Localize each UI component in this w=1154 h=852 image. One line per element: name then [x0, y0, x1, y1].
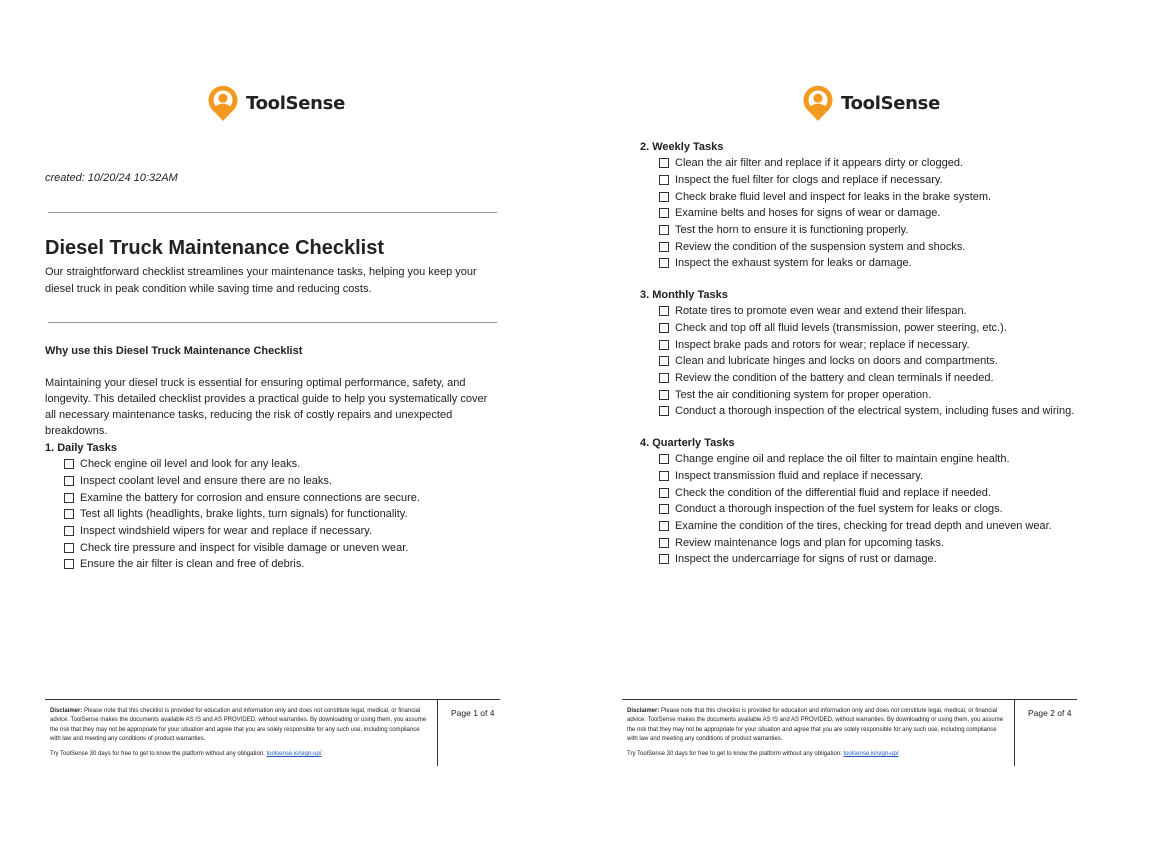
checklist-item [64, 506, 420, 523]
checklist-item-text: Test all lights (headlights, brake lights, turn signals) for functionality. [80, 508, 408, 521]
checkbox[interactable] [659, 242, 669, 252]
checklist-item-text: Inspect the exhaust system for leaks or damage. [675, 257, 912, 270]
checklist-item [64, 556, 420, 573]
checkbox[interactable] [659, 390, 669, 400]
checklist-item-text: Change engine oil and replace the oil filter to maintain engine health. [675, 453, 1010, 466]
checkbox[interactable] [659, 258, 669, 268]
checklist-item [659, 320, 1074, 337]
checklist-item [64, 539, 420, 556]
checkbox[interactable] [659, 158, 669, 168]
trial-note [627, 751, 899, 757]
checklist-item [64, 473, 420, 490]
section-title: 3. Monthly Tasks [640, 289, 728, 301]
section-title: 1. Daily Tasks [45, 442, 117, 454]
checklist-item [659, 386, 1074, 403]
checkbox[interactable] [659, 323, 669, 333]
checklist-item-text: Clean the air filter and replace if it appears dirty or clogged. [675, 157, 963, 170]
checklist-item [659, 155, 991, 172]
toolsense-logo [802, 84, 940, 122]
checklist-item-text: Test the horn to ensure it is functioning properly. [675, 224, 909, 237]
checklist-item [659, 303, 1074, 320]
page-footer [622, 699, 1077, 766]
trial-text: Try ToolSense 30 days for free to get to know the platform without any obligation: [627, 751, 842, 757]
checkbox[interactable] [64, 476, 74, 486]
toolsense-logo [207, 84, 345, 122]
checkbox[interactable] [64, 526, 74, 536]
checklist-item [64, 456, 420, 473]
location-pin-icon [802, 84, 834, 122]
checkbox[interactable] [659, 504, 669, 514]
checklist-item [659, 255, 991, 272]
checklist-item-text: Inspect transmission fluid and replace if necessary. [675, 470, 924, 483]
checklist-item [659, 336, 1074, 353]
checklist-item-text: Review the condition of the suspension system and shocks. [675, 240, 966, 253]
checklist-item [659, 534, 1052, 551]
checklist-item [659, 353, 1074, 370]
checklist-item [659, 551, 1052, 568]
checklist-item-text: Check brake fluid level and inspect for leaks in the brake system. [675, 190, 992, 203]
checkbox[interactable] [64, 559, 74, 569]
footer-divider [1014, 700, 1015, 766]
page-footer [45, 699, 500, 766]
checklist-item [659, 222, 991, 239]
checklist-items [45, 456, 420, 573]
checklist-item-text: Ensure the air filter is clean and free of debris. [80, 558, 305, 571]
checklist-item [659, 518, 1052, 535]
checkbox[interactable] [659, 175, 669, 185]
trial-text: Try ToolSense 30 days for free to get to know the platform without any obligation: [50, 751, 265, 757]
created-timestamp: created: 10/20/24 10:32AM [45, 172, 178, 184]
page-number: Page 1 of 4 [451, 708, 495, 718]
signup-link[interactable]: toolsense.io/sign-up/ [843, 751, 899, 757]
checklist-section-quarterly [640, 435, 1052, 568]
checklist-item [659, 451, 1052, 468]
checklist-item-text: Inspect the fuel filter for clogs and replace if necessary. [675, 174, 943, 187]
page-title: Diesel Truck Maintenance Checklist [45, 237, 385, 259]
checklist-item [64, 523, 420, 540]
checkbox[interactable] [659, 406, 669, 416]
checklist-item [659, 370, 1074, 387]
disclaimer-label: Disclaimer: [50, 708, 83, 714]
checklist-item-text: Review maintenance logs and plan for upcoming tasks. [675, 536, 945, 549]
document-page-2 [577, 0, 1154, 852]
signup-link[interactable]: toolsense.io/sign-up/ [266, 751, 322, 757]
footer-divider [437, 700, 438, 766]
checklist-item [659, 188, 991, 205]
checklist-item [659, 238, 991, 255]
section-title: 4. Quarterly Tasks [640, 437, 735, 449]
checkbox[interactable] [659, 521, 669, 531]
checklist-item-text: Examine belts and hoses for signs of wear or damage. [675, 207, 941, 220]
checklist-section-monthly [640, 287, 1074, 420]
brand-name: ToolSense [246, 92, 345, 114]
checkbox[interactable] [659, 373, 669, 383]
disclaimer [50, 707, 428, 744]
checklist-items [640, 303, 1074, 420]
checkbox[interactable] [659, 340, 669, 350]
section-title: 2. Weekly Tasks [640, 141, 724, 153]
checklist-item-text: Inspect windshield wipers for wear and replace if necessary. [80, 525, 373, 538]
checkbox[interactable] [659, 225, 669, 235]
checklist-items [640, 451, 1052, 568]
checkbox[interactable] [659, 454, 669, 464]
checklist-item [64, 489, 420, 506]
checkbox[interactable] [64, 543, 74, 553]
checklist-item-text: Test the air conditioning system for proper operation. [675, 388, 932, 401]
checklist-item [659, 403, 1074, 420]
intro-text: Our straightforward checklist streamlines your maintenance tasks, helping you keep your diesel truck in peak condition while saving time and reducing costs. [45, 266, 477, 295]
disclaimer-text: Please note that this checklist is provided for education and information only and does not constitute legal, medical, or financial advice. ToolSense makes the documents available AS IS and AS PROVIDED, without warranties. By downloading or using them, you assume the risk that they may not be appropriate for your situation and agree that you are solely responsible for any such use, including compliance with law and meeting any conditions of product warranties. [627, 708, 1004, 742]
checklist-item-text: Check the condition of the differential fluid and replace if needed. [675, 486, 991, 499]
checklist-item-text: Check tire pressure and inspect for visible damage or uneven wear. [80, 541, 409, 554]
checkbox[interactable] [64, 509, 74, 519]
checklist-item-text: Review the condition of the battery and clean terminals if needed. [675, 372, 994, 385]
disclaimer-label: Disclaimer: [627, 708, 660, 714]
checklist-item [659, 468, 1052, 485]
checkbox[interactable] [64, 459, 74, 469]
checklist-item-text: Examine the battery for corrosion and ensure connections are secure. [80, 491, 420, 504]
checklist-item-text: Rotate tires to promote even wear and extend their lifespan. [675, 305, 967, 318]
checklist-items [640, 155, 991, 272]
checkbox[interactable] [659, 356, 669, 366]
disclaimer-text: Please note that this checklist is provided for education and information only and does not constitute legal, medical, or financial advice. ToolSense makes the documents available AS IS and AS PROVIDED, without warranties. By downloading or using them, you assume the risk that they may not be appropriate for your situation and agree that you are solely responsible for any such use, including compliance with law and meeting any conditions of product warranties. [50, 708, 427, 742]
divider [48, 322, 497, 323]
checklist-item-text: Check engine oil level and look for any leaks. [80, 458, 301, 471]
checklist-item-text: Examine the condition of the tires, checking for tread depth and uneven wear. [675, 520, 1052, 533]
checkbox[interactable] [659, 471, 669, 481]
checklist-item-text: Conduct a thorough inspection of the electrical system, including fuses and wiring. [675, 405, 1075, 418]
checklist-item-text: Inspect brake pads and rotors for wear; replace if necessary. [675, 338, 970, 351]
page-number: Page 2 of 4 [1028, 708, 1072, 718]
location-pin-icon [207, 84, 239, 122]
checklist-item [659, 205, 991, 222]
trial-note [50, 751, 322, 757]
checklist-item-text: Conduct a thorough inspection of the fuel system for leaks or clogs. [675, 503, 1003, 516]
checklist-item-text: Clean and lubricate hinges and locks on doors and compartments. [675, 355, 998, 368]
checklist-item [659, 501, 1052, 518]
brand-name: ToolSense [841, 92, 940, 114]
checklist-section-daily [45, 440, 420, 573]
checklist-section-weekly [640, 139, 991, 272]
checkbox[interactable] [659, 538, 669, 548]
checklist-item-text: Inspect coolant level and ensure there are no leaks. [80, 475, 332, 488]
checkbox[interactable] [64, 493, 74, 503]
checkbox[interactable] [659, 554, 669, 564]
checkbox[interactable] [659, 488, 669, 498]
checkbox[interactable] [659, 208, 669, 218]
why-use-heading: Why use this Diesel Truck Maintenance Checklist [45, 345, 303, 357]
checklist-item [659, 172, 991, 189]
checklist-item [659, 484, 1052, 501]
checklist-item-text: Check and top off all fluid levels (transmission, power steering, etc.). [675, 322, 1007, 335]
divider [48, 212, 497, 213]
why-use-paragraph: Maintaining your diesel truck is essential for ensuring optimal performance, safety, and longevity. This detailed checklist provides a practical guide to help you systematically cover all necessary maintenance tasks, reducing the risk of costly repairs and unexpected breakdowns. [45, 377, 488, 437]
checkbox[interactable] [659, 192, 669, 202]
disclaimer [627, 707, 1005, 744]
checkbox[interactable] [659, 306, 669, 316]
checklist-item-text: Inspect the undercarriage for signs of rust or damage. [675, 553, 937, 566]
